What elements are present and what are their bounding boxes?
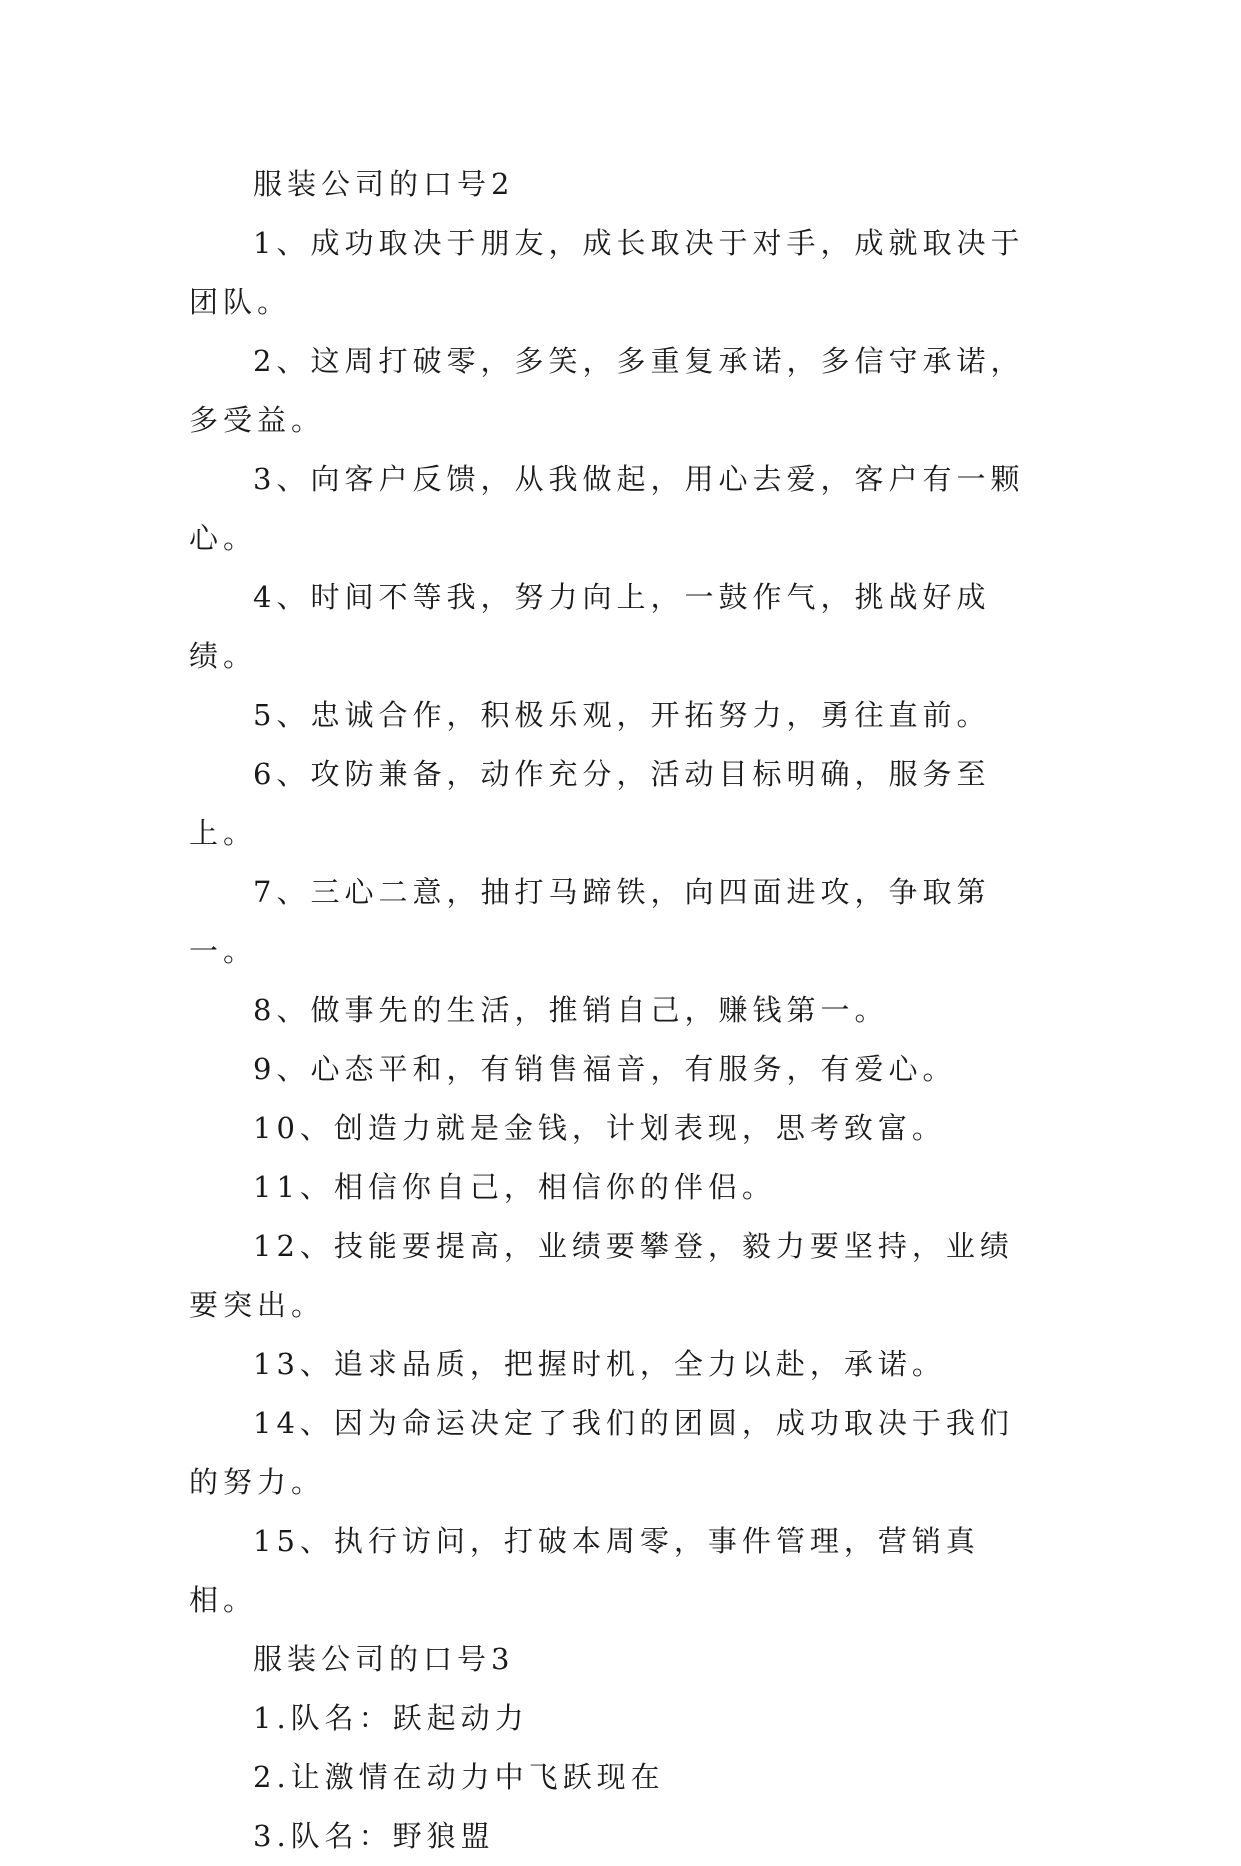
section-heading: 服装公司的口号3 — [253, 1642, 515, 1676]
slogan-item: 7、三心二意，抽打马蹄铁，向四面进攻，争取第一。 — [189, 875, 991, 968]
slogan-item: 2、这周打破零，多笑，多重复承诺，多信守承诺，多受益。 — [189, 344, 1025, 437]
slogan-item: 5、忠诚合作，积极乐观，开拓努力，勇往直前。 — [253, 698, 991, 732]
slogan-item: 3、向客户反馈，从我做起，用心去爱，客户有一颗心。 — [189, 462, 1025, 555]
slogan-item: 14、因为命运决定了我们的团圆，成功取决于我们的努力。 — [189, 1406, 1014, 1499]
team-item: 1.队名：跃起动力 — [253, 1701, 529, 1735]
slogan-item: 6、攻防兼备，动作充分，活动目标明确，服务至上。 — [189, 757, 991, 850]
slogan-item: 9、心态平和，有销售福音，有服务，有爱心。 — [253, 1052, 957, 1086]
slogan-item: 8、做事先的生活，推销自己，赚钱第一。 — [253, 993, 889, 1027]
section-heading: 服装公司的口号2 — [253, 167, 515, 201]
document-body — [189, 155, 1047, 1866]
slogan-item: 1、成功取决于朋友，成长取决于对手，成就取决于团队。 — [189, 226, 1025, 319]
slogan-item: 11、相信你自己，相信你的伴侣。 — [253, 1170, 776, 1204]
slogan-item: 10、创造力就是金钱，计划表现，思考致富。 — [253, 1111, 946, 1145]
team-item: 3.队名：野狼盟 — [253, 1819, 495, 1853]
slogan-item: 13、追求品质，把握时机，全力以赴，承诺。 — [253, 1347, 946, 1381]
slogan-item: 4、时间不等我，努力向上，一鼓作气，挑战好成绩。 — [189, 580, 991, 673]
slogan-item: 12、技能要提高，业绩要攀登，毅力要坚持，业绩要突出。 — [189, 1229, 1014, 1322]
slogan-item: 15、执行访问，打破本周零，事件管理，营销真相。 — [189, 1524, 980, 1617]
team-item: 2.让激情在动力中飞跃现在 — [253, 1760, 665, 1794]
